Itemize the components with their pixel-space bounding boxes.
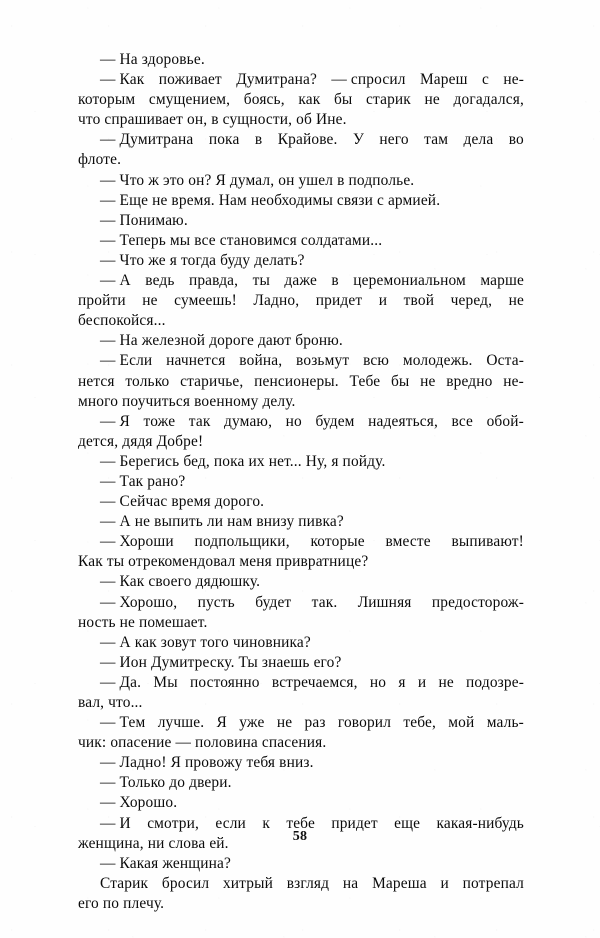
text-word: взгляд bbox=[286, 874, 330, 892]
text-word: ведь bbox=[145, 272, 175, 290]
text-word: тебе, bbox=[403, 714, 436, 732]
page-number: 58 bbox=[292, 829, 308, 844]
page-text-block bbox=[78, 50, 524, 914]
text-word: не bbox=[508, 292, 524, 310]
text-line: — Ион Думитреску. Ты знаешь его? bbox=[100, 653, 342, 671]
text-word: маль- bbox=[486, 714, 524, 732]
text-word: всю bbox=[363, 352, 390, 370]
text-word: не- bbox=[503, 372, 524, 390]
text-word: встречаемся, bbox=[271, 673, 358, 691]
text-word: церемониальном bbox=[353, 272, 466, 290]
text-line: — На железной дороге дают броню. bbox=[100, 332, 343, 350]
text-word: не- bbox=[503, 71, 524, 89]
text-word: которым bbox=[78, 91, 136, 109]
text-word: говорил bbox=[337, 714, 392, 732]
text-word: все bbox=[451, 412, 473, 430]
text-word: так bbox=[188, 412, 211, 430]
text-word: старик bbox=[366, 91, 411, 109]
text-word: если bbox=[215, 814, 246, 832]
text-word: придет bbox=[315, 292, 363, 310]
text-line bbox=[78, 874, 524, 894]
text-line: — Как своего дядюшку. bbox=[100, 573, 261, 591]
text-word: и bbox=[417, 673, 427, 691]
text-word: Мареш bbox=[419, 71, 468, 89]
text-word: — А bbox=[100, 272, 131, 290]
text-word: — Хорошо, bbox=[100, 593, 178, 611]
text-line: ность не помешает. bbox=[78, 613, 208, 631]
text-word: и bbox=[378, 292, 388, 310]
text-word: обой- bbox=[486, 412, 524, 430]
text-word: думаю, bbox=[224, 412, 273, 430]
text-word: вместе bbox=[385, 533, 431, 551]
text-word: У bbox=[352, 131, 364, 149]
text-line bbox=[78, 673, 524, 693]
text-word: смотри, bbox=[147, 814, 199, 832]
text-word: хитрый bbox=[222, 874, 273, 892]
text-line: чик: опасение — половина спасения. bbox=[78, 734, 327, 752]
text-line: много поучиться военному делу. bbox=[78, 392, 296, 410]
text-line: флоте. bbox=[78, 151, 122, 169]
text-word: смущением, bbox=[148, 91, 231, 109]
text-word: я bbox=[398, 673, 406, 691]
text-word: — Хороши bbox=[100, 533, 174, 551]
text-word: не bbox=[424, 91, 440, 109]
text-word: какая-нибудь bbox=[436, 814, 524, 832]
text-word: к bbox=[262, 814, 270, 832]
text-word: потрепал bbox=[462, 874, 524, 892]
text-word: Мареша bbox=[372, 874, 427, 892]
text-line: — А не выпить ли нам внизу пивка? bbox=[100, 513, 344, 531]
text-word: пройти bbox=[78, 292, 126, 310]
text-word: Я bbox=[216, 714, 227, 732]
text-word: только bbox=[125, 372, 170, 390]
text-word: и bbox=[440, 874, 449, 892]
text-word: — спросил bbox=[331, 71, 406, 89]
text-line: — Понимаю. bbox=[100, 211, 188, 229]
text-word: Старик bbox=[100, 874, 149, 892]
text-word: надеяться, bbox=[368, 412, 438, 430]
text-word: нется bbox=[78, 372, 115, 390]
text-word: во bbox=[508, 131, 524, 149]
text-word: тоже bbox=[143, 412, 176, 430]
text-word: как bbox=[298, 91, 321, 109]
text-word: раз bbox=[304, 714, 326, 732]
text-word: на bbox=[342, 874, 359, 892]
text-word: даже bbox=[284, 272, 317, 290]
text-word: дела bbox=[463, 131, 494, 149]
text-word: Думитрана? bbox=[236, 71, 317, 89]
text-line bbox=[78, 713, 524, 733]
text-word: — Да. bbox=[100, 673, 142, 691]
text-line: — Какая женщина? bbox=[100, 854, 232, 872]
text-word: марше bbox=[480, 272, 524, 290]
text-line: — Что же я тогда буду делать? bbox=[100, 251, 305, 269]
text-line bbox=[78, 532, 524, 552]
text-word: сумеешь! bbox=[174, 292, 237, 310]
text-word: старичье, bbox=[180, 372, 244, 390]
text-line: — Так рано? bbox=[100, 472, 186, 490]
text-line bbox=[78, 130, 524, 150]
text-word: придет bbox=[331, 814, 378, 832]
text-line: — Хорошо. bbox=[100, 794, 178, 812]
text-word: бы bbox=[390, 372, 410, 390]
text-word: бы bbox=[333, 91, 353, 109]
text-word: подпольщики, bbox=[194, 533, 290, 551]
text-line: — Еще не время. Нам необходимы связи с армией. bbox=[100, 191, 441, 209]
text-word: в bbox=[254, 131, 263, 149]
text-word: так. bbox=[311, 593, 338, 611]
text-line bbox=[78, 351, 524, 371]
text-word: не bbox=[438, 673, 454, 691]
text-word: Лишняя bbox=[357, 593, 412, 611]
text-line bbox=[78, 412, 524, 432]
text-word: твой bbox=[403, 292, 435, 310]
text-word: не bbox=[420, 372, 436, 390]
text-word: тебе bbox=[286, 814, 315, 832]
text-line: — Что ж это он? Я думал, он ушел в подполье. bbox=[100, 171, 415, 189]
text-word: черед, bbox=[450, 292, 493, 310]
text-word: — И bbox=[100, 814, 131, 832]
text-line: его по плечу. bbox=[78, 894, 165, 912]
text-word: уже bbox=[239, 714, 265, 732]
text-line bbox=[78, 593, 524, 613]
text-word: него bbox=[379, 131, 409, 149]
text-line: — Берегись бед, пока их нет... Ну, я пойду. bbox=[100, 452, 386, 470]
text-word: но bbox=[285, 412, 302, 430]
text-word: начнется bbox=[166, 352, 226, 370]
text-word: правда, bbox=[188, 272, 239, 290]
text-line: Как ты отрекомендовал меня привратнице? bbox=[78, 553, 369, 571]
text-word: — Думитрана bbox=[100, 131, 194, 149]
text-line: что спрашивает он, в сущности, об Ине. bbox=[78, 111, 347, 129]
text-word: подозре- bbox=[466, 673, 524, 691]
text-word: с bbox=[481, 71, 489, 89]
text-word: предосторож- bbox=[431, 593, 524, 611]
text-line: — Только до двери. bbox=[100, 774, 232, 792]
text-word: Крайове. bbox=[277, 131, 338, 149]
text-word: мой bbox=[448, 714, 475, 732]
text-line: — А как зовут того чиновника? bbox=[100, 633, 311, 651]
text-word: еще bbox=[394, 814, 421, 832]
text-word: будет bbox=[255, 593, 292, 611]
text-line bbox=[78, 90, 524, 110]
text-word: бросил bbox=[161, 874, 210, 892]
text-line: — Ладно! Я провожу тебя вниз. bbox=[100, 754, 314, 772]
text-word: не bbox=[142, 292, 158, 310]
text-line: дется, дядя Добре! bbox=[78, 432, 204, 450]
text-line bbox=[78, 70, 524, 90]
text-word: боясь, bbox=[243, 91, 285, 109]
text-word: догадался, bbox=[453, 91, 524, 109]
text-word: Мы bbox=[153, 673, 178, 691]
text-word: Ладно, bbox=[253, 292, 300, 310]
text-word: война, bbox=[239, 352, 283, 370]
text-line: — Теперь мы все становимся солдатами... bbox=[100, 231, 383, 249]
text-line: женщина, ни слова ей. bbox=[78, 834, 229, 852]
text-line bbox=[78, 372, 524, 392]
text-line: вал, что... bbox=[78, 694, 143, 711]
text-line bbox=[78, 271, 524, 291]
text-word: — Как bbox=[100, 71, 145, 89]
text-word: ты bbox=[252, 272, 270, 290]
text-word: не bbox=[276, 714, 293, 732]
text-word: которые bbox=[310, 533, 365, 551]
text-word: Тебе bbox=[349, 372, 381, 390]
text-word: пенсионеры. bbox=[254, 372, 339, 390]
text-word: поживает bbox=[158, 71, 222, 89]
text-word: — Тем bbox=[100, 714, 146, 732]
text-word: вредно bbox=[446, 372, 493, 390]
text-word: пока bbox=[208, 131, 240, 149]
text-line: — Сейчас время дорого. bbox=[100, 493, 265, 511]
text-word: пусть bbox=[197, 593, 235, 611]
text-word: будем bbox=[315, 412, 355, 430]
text-line bbox=[78, 291, 524, 311]
text-line: — На здоровье. bbox=[100, 51, 205, 68]
text-word: — Я bbox=[100, 412, 130, 430]
text-word: молодежь. bbox=[402, 352, 473, 370]
text-word: в bbox=[331, 272, 339, 290]
text-line: беспокойся... bbox=[78, 312, 166, 330]
text-word: лучше. bbox=[157, 714, 205, 732]
text-word: — Если bbox=[100, 352, 153, 370]
text-word: выпивают! bbox=[451, 533, 524, 551]
text-word: возьмут bbox=[296, 352, 350, 370]
text-word: постоянно bbox=[189, 673, 260, 691]
text-word: там bbox=[424, 131, 449, 149]
text-word: но bbox=[369, 673, 387, 691]
text-word: Оста- bbox=[486, 352, 524, 370]
